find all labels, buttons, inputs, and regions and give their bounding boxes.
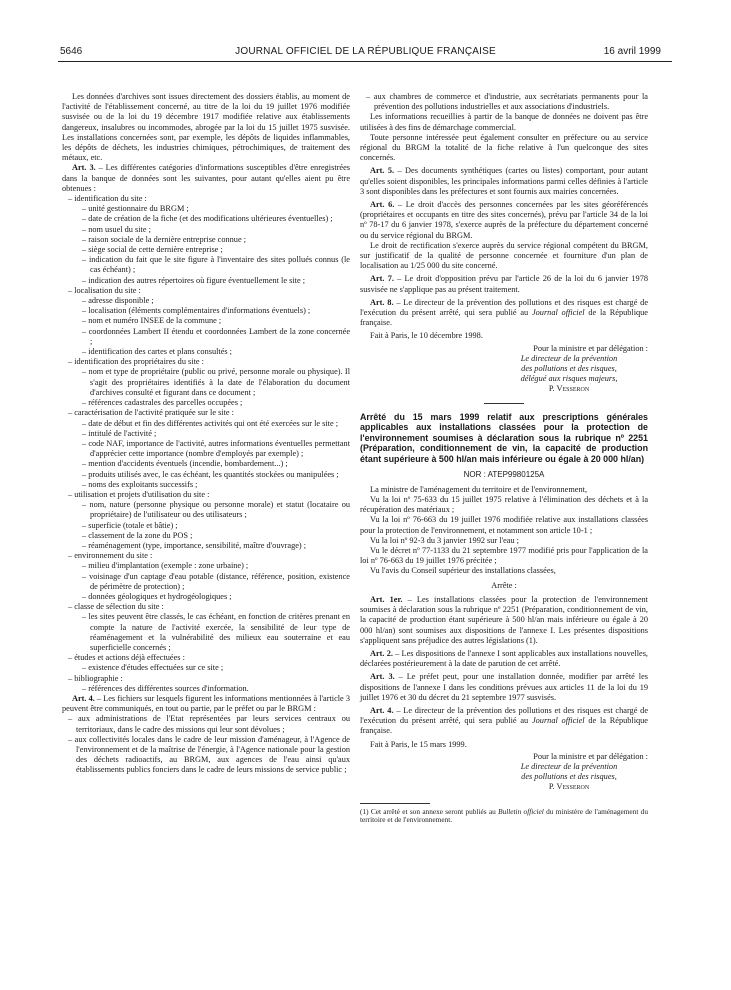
list-item: – références cadastrales des parcelles occupées ;	[82, 398, 243, 408]
signature-line: des pollutions et des risques,	[521, 364, 617, 374]
list-item: – intitulé de l'activité ;	[82, 428, 157, 438]
decree-article-1-text: – Les installations classées pour la protection de l'environnement soumises à déclaration sous la rubrique nº 2251 (Préparation, conditionnement de vin, la capacité de production étant supérieure à 500 hl/an mais inférieure ou égale à 20 000 hl/an) sont soumises aux dispositions de l'annexe I. Les présentes dispositions s'appliquent sans préjudice des autres législations (1).	[360, 594, 648, 645]
list-item: – aux collectivités locales dans le cadre de leur mission d'aménageur, à l'Agence de l'environnement et de la maîtrise de l'énergie, à l'Agence nationale pour la gestion des déchets radioactifs, au BRGM, aux agences de l'eau ainsi qu'aux établissements publics fonciers dans le cadre de leurs missions de service public ;	[68, 734, 350, 775]
list-item: – date de création de la fiche (et des modifications ultérieures éventuelles) ;	[82, 214, 333, 224]
visa: Vu l'avis du Conseil supérieur des installations classées,	[370, 566, 556, 576]
list-item: – nom et type de propriétaire (public ou privé, personne morale ou physique). Il s'agit des propriétaires identifiés à la date de l'élaboration du document d'archives consulté et figurant dans ce document ;	[82, 367, 350, 397]
list-item: – mention d'accidents éventuels (incendie, bombardement...) ;	[82, 459, 288, 469]
article-4-label: Art. 4.	[72, 693, 95, 703]
article-6-label: Art. 6.	[370, 200, 395, 210]
section-separator	[484, 403, 524, 404]
decree-article-3	[360, 672, 648, 703]
list-item: – identification des cartes et plans consultés ;	[82, 347, 232, 357]
article-5-label: Art. 5.	[370, 166, 395, 176]
list-heading: – utilisation et projets d'utilisation du site :	[68, 489, 210, 499]
list-heading: – identification des propriétaires du site :	[68, 357, 204, 367]
list-item: – unité gestionnaire du BRGM ;	[82, 204, 189, 214]
right-column	[360, 92, 648, 825]
list-item: – superficie (totale et bâtie) ;	[82, 520, 178, 530]
fait-a-paris: Fait à Paris, le 15 mars 1999.	[370, 739, 467, 749]
decree-article-1-label: Art. 1er.	[370, 594, 403, 604]
article-3-text: – Les différentes catégories d'informations susceptibles d'être enregistrées dans la banque de données sont les suivantes, pour autant qu'elles aient pu être obtenues :	[62, 163, 351, 193]
journal-title: JOURNAL OFFICIEL DE LA RÉPUBLIQUE FRANÇAISE	[235, 46, 496, 57]
footnote-text-c: du ministère de l'aménagement du territoire et de l'environnement.	[360, 806, 648, 825]
intro-paragraph: Les données d'archives sont issues directement des dossiers établis, au moment de l'activité de l'établissement concerné, au titre de la loi du 19 juillet 1976 modifiée susvisée ou de la loi du 19 décembre 1917 modifiée relative aux établissements dangereux, insalubres ou incommodes, abrogée par la loi du 15 juillet 1975 susvisée. Les installations concernées sont, par exemple, les dépôts de liquides inflammables, les dépôts de déchets, les industries chimiques, pétrochimiques, de traitement des métaux, etc.	[62, 92, 350, 163]
page-header	[0, 0, 731, 64]
list-heading: – localisation du site :	[68, 285, 141, 295]
footnote-bulletin: Bulletin officiel	[498, 806, 544, 816]
signature-name: P. Vesseron	[548, 384, 590, 394]
article-5	[360, 166, 648, 197]
visa: Vu la loi nº 92-3 du 3 janvier 1992 sur l'eau ;	[370, 535, 519, 545]
signature-line: Le directeur de la prévention	[520, 353, 618, 363]
signature-line: délégué aux risques majeurs,	[520, 374, 618, 384]
list-item: – aux administrations de l'Etat représentées par leurs services centraux ou territoriaux, dans le cadre des missions qui leur sont dévolues ;	[68, 714, 350, 734]
list-item: – données géologiques et hydrogéologiques ;	[82, 591, 232, 601]
visa: Vu le décret nº 77-1133 du 21 septembre 1977 modifié pris pour l'application de la loi nº 76-663 du 19 juillet 1976 précitée ;	[360, 546, 648, 566]
list-item: – produits utilisés avec, le cas échéant, les quantités stockées ou manipulées ;	[82, 469, 339, 479]
decree-article-1	[360, 595, 648, 646]
paragraph: Toute personne intéressée peut également consulter en préfecture ou au service régional du BRGM la totalité de la fiche relative à l'un quelconque des sites concernés.	[360, 132, 648, 163]
footnote-rule	[360, 803, 430, 804]
decree-article-2-label: Art. 2.	[370, 648, 393, 658]
article-8-text: – Le directeur de la prévention des pollutions et des risques est chargé de l'exécution du présent arrêté, qui sera publié au	[360, 297, 649, 318]
list-heading: – bibliographie :	[68, 673, 123, 683]
list-item: – date de début et fin des différentes activités qui ont été exercées sur le site ;	[82, 418, 339, 428]
list-item: – indication du fait que le site figure à l'inventaire des sites pollués connus (le cas échéant) ;	[82, 255, 350, 275]
fait-a-paris: Fait à Paris, le 10 décembre 1998.	[370, 331, 483, 341]
list-item: – code NAF, importance de l'activité, autres informations éventuelles permettant d'apprécier cette importance (nombre d'employés par exemple) ;	[82, 438, 350, 459]
article-8	[360, 298, 648, 329]
decree-article-4-end: de la République française.	[360, 716, 648, 736]
list-item: – réaménagement (type, importance, sensibilité, maître d'ouvrage) ;	[82, 540, 307, 550]
list-item: – indication des autres répertoires où figure éventuellement le site ;	[82, 275, 306, 285]
list-item: – localisation (éléments complémentaires d'informations éventuels) ;	[82, 306, 311, 316]
list-item: – noms des exploitants successifs ;	[82, 479, 198, 489]
decree-article-3-text: – Le préfet peut, pour une installation donnée, modifier par arrêté les dispositions de l'annexe I dans les conditions prévues aux articles 11 de la loi du 19 juillet 1976 et 30 du décret du 21 septembre 1977 susvisés.	[360, 672, 649, 702]
list-item: – existence d'études effectuées sur ce site ;	[82, 663, 224, 673]
paragraph: Les informations recueillies à partir de la banque de données ne doivent pas être utilisées à des fins de démarchage commercial.	[360, 112, 648, 132]
footnote-text-a: (1) Cet arrêté et son annexe seront publiés au	[360, 806, 499, 816]
decree-title: Arrêté du 15 mars 1999 relatif aux prescriptions générales applicables aux installations classées pour la protection de l'environnement soumises à déclaration sous la rubrique nº 2251 (Préparation, conditionnement de vin, la capacité de production étant supérieure à 500 hl/an mais inférieure ou égale à 20 000 hl/an)	[360, 411, 648, 465]
list-item: – voisinage d'un captage d'eau potable (distance, référence, position, existence de périmètre de protection) ;	[82, 571, 350, 591]
article-3-label: Art. 3.	[72, 163, 96, 173]
issue-date: 16 avril 1999	[603, 46, 661, 57]
article-7-label: Art. 7.	[370, 274, 394, 284]
list-item: – références des différentes sources d'information.	[82, 683, 249, 693]
article-8-end: de la République française.	[360, 308, 648, 328]
article-4-text: – Les fichiers sur lesquels figurent les informations mentionnées à l'article 3 peuvent être communiqués, en tout ou partie, par le préfet ou par le BRGM :	[62, 693, 350, 714]
visa: Vu la loi nº 75-633 du 15 juillet 1975 relative à l'élimination des déchets et à la récupération des matériaux ;	[360, 495, 648, 515]
decree-article-4-label: Art. 4.	[370, 705, 394, 715]
signature-block	[360, 752, 648, 793]
decree-article-3-label: Art. 3.	[370, 672, 395, 682]
article-8-label: Art. 8.	[370, 297, 394, 307]
signature-line: Le directeur de la prévention	[520, 761, 618, 771]
footnote	[360, 808, 648, 825]
arrete-heading: Arrête :	[491, 580, 517, 590]
article-4	[62, 694, 350, 714]
list-item: – milieu d'implantation (exemple : zone urbaine) ;	[82, 561, 249, 571]
list-item: – raison sociale de la dernière entreprise connue ;	[82, 234, 247, 244]
list-item: – coordonnées Lambert II étendu et coordonnées Lambert de la zone concernée ;	[82, 326, 350, 346]
signature-line: des pollutions et des risques,	[521, 772, 617, 782]
article-6-text: – Le droit d'accès des personnes concernées par les sites géoréférencés (propriétaires et occupants en titre des sites concernés), prévu par l'article 34 de la loi nº 78-17 du 6 janvier 1978, s'exerce auprès de la préfecture du département concerné ou du service régional du BRGM.	[360, 200, 648, 240]
header-rule	[58, 61, 672, 62]
article-5-text: – Des documents synthétiques (cartes ou listes) comportant, pour autant qu'elles soient disponibles, les principales informations parmi celles définies à l'article 3 sont disponibles dans les préfectures et sont fournis aux mairies concernées.	[360, 166, 648, 196]
visa: Vu la loi nº 76-663 du 19 juillet 1976 modifiée relative aux installations classées pour la protection de l'environnement, et notamment son article 10-1 ;	[360, 515, 648, 535]
journal-officiel-ref: Journal officiel	[531, 308, 585, 318]
page-number: 5646	[60, 46, 83, 57]
article-3	[62, 163, 350, 194]
left-column	[62, 92, 350, 776]
journal-officiel-ref: Journal officiel	[531, 716, 585, 726]
list-item: – nom usuel du site ;	[82, 224, 151, 234]
visa-intro: La ministre de l'aménagement du territoire et de l'environnement,	[370, 484, 588, 494]
signature-pour: Pour la ministre et par délégation :	[533, 343, 648, 353]
list-heading: – identification du site :	[68, 194, 147, 204]
list-heading: – environnement du site :	[68, 551, 153, 561]
nor-reference: NOR : ATEP9980125A	[463, 469, 545, 479]
list-item: – nom et numéro INSEE de la commune ;	[82, 316, 222, 326]
decree-article-2-text: – Les dispositions de l'annexe I sont applicables aux installations nouvelles, déclarées postérieurement à la date de parution de cet arrêté.	[360, 648, 648, 669]
list-item: – les sites peuvent être classés, le cas échéant, en fonction de critères prenant en compte la nature de l'activité exercée, la sensibilité de leur type de réaménagement et la vulnérabilité des milieux eau souterraine et eau superficielle concernés ;	[82, 612, 350, 652]
list-heading: – études et actions déjà effectuées :	[68, 653, 185, 663]
article-7-text: – Le droit d'opposition prévu par l'article 26 de la loi du 6 janvier 1978 susvisée ne s'applique pas au présent traitement.	[360, 274, 649, 294]
signature-pour: Pour la ministre et par délégation :	[533, 751, 648, 761]
list-item: – nom, nature (personne physique ou personne morale) et statut (locataire ou propriétaire) de l'utilisateur ou des utilisateurs ;	[82, 500, 350, 520]
paragraph: Le droit de rectification s'exerce auprès du service régional compétent du BRGM, sur justificatif de la qualité de personne concernée et fourniture d'un plan de localisation au 1/25 000 du site concerné.	[360, 240, 648, 271]
decree-article-4-text: – Le directeur de la prévention des pollutions et des risques est chargé de l'exécution du présent arrêté, qui sera publié au	[360, 705, 649, 726]
list-heading: – caractérisation de l'activité pratiquée sur le site :	[68, 408, 234, 418]
list-item: – aux chambres de commerce et d'industrie, aux secrétariats permanents pour la prévention des pollutions industrielles et aux associations d'industriels.	[366, 92, 648, 112]
list-item: – classement de la zone du POS ;	[82, 530, 193, 540]
signature-name: P. Vesseron	[548, 782, 590, 792]
article-6	[360, 200, 648, 241]
list-item: – adresse disponible ;	[82, 296, 154, 306]
article-7	[360, 274, 648, 294]
list-heading: – classe de sélection du site :	[68, 602, 164, 612]
list-item: – siège social de cette dernière entreprise ;	[82, 245, 223, 255]
decree-article-2	[360, 649, 648, 669]
signature-block	[360, 344, 648, 395]
decree-article-4	[360, 706, 648, 737]
